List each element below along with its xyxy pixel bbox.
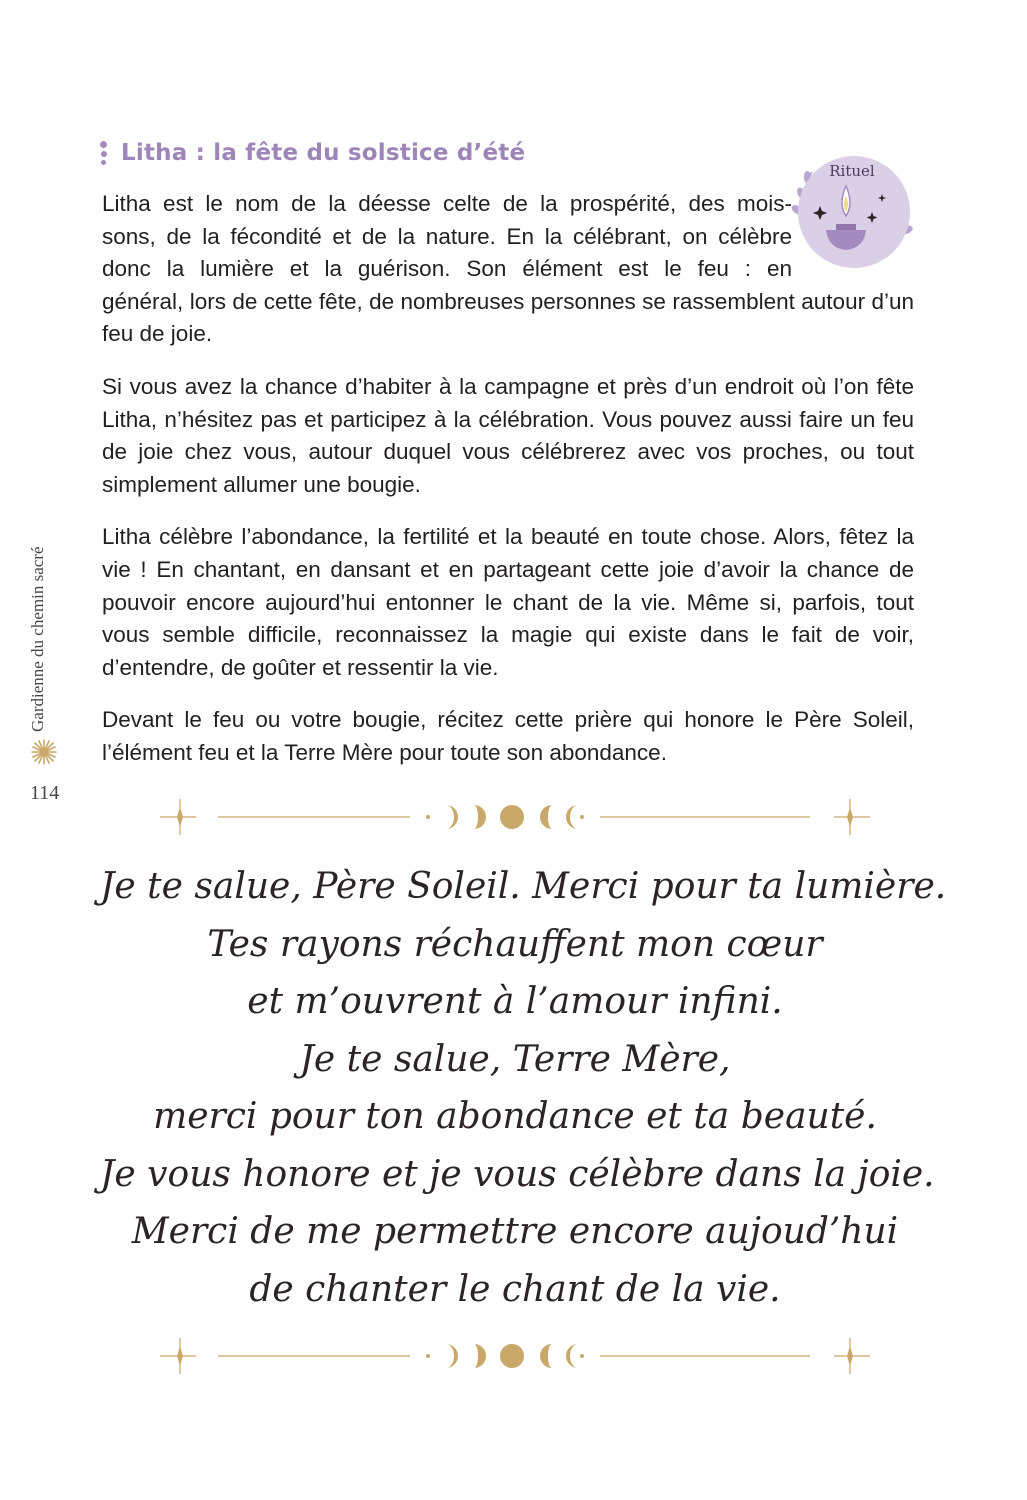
moon-phases-divider bbox=[160, 797, 870, 837]
prayer-line-7: Merci de me permettre encore aujoud’hui bbox=[131, 1211, 899, 1252]
prayer-line-4: Je te salue, Terre Mère, bbox=[299, 1038, 731, 1080]
paragraph-3: Litha célèbre l’abondance, la fertilité et la beauté en toute chose. Alors, fêtez la vie ! En chantant, en dansant et en partageant cette joie d’avoir la chance de pouvoir encore aujourd’hui entonner le chant de la vie. Même si, parfois, tout vous semble difficile, reconnaissez la magie qui existe dans le fait de voir, d’entendre, de goûter et ressentir la vie. bbox=[102, 524, 914, 680]
prayer-line-8: de chanter le chant de la vie. bbox=[249, 1268, 781, 1310]
running-book-title: Gardienne du chemin sacré bbox=[28, 546, 47, 732]
prayer-line-2: Tes rayons réchauffent mon cœur bbox=[207, 923, 823, 965]
paragraph-1-rest: général, lors de cette fête, de nombreuses personnes se rassemblent autour d’un feu de joie. bbox=[102, 288, 914, 347]
page-number: 114 bbox=[30, 782, 60, 804]
paragraph-2: Si vous avez la chance d’habiter à la campagne et près d’un endroit où l’on fête Litha, n’hésitez pas et participez à la célébration. Vous pouvez aussi faire un feu de joie chez vous, autour duquel vous célébrerez avec vos proches, ou tout simplement allumer une bougie. bbox=[102, 373, 914, 497]
paragraph-1 bbox=[102, 188, 914, 351]
section-heading bbox=[100, 140, 525, 166]
prayer-text bbox=[100, 858, 947, 1318]
article-body bbox=[102, 188, 914, 790]
paragraph-1-line-1: Litha est le nom de la déesse celte de la prospérité, des mois- bbox=[102, 191, 792, 216]
moon-phases-divider-bottom bbox=[160, 1336, 870, 1376]
prayer-line-3: et m’ouvrent à l’amour infini. bbox=[247, 981, 783, 1022]
badge-label: Rituel bbox=[829, 162, 875, 180]
paragraph-4: Devant le feu ou votre bougie, récitez cette prière qui honore le Père Soleil, l’élément feu et la Terre Mère pour toute son abondance. bbox=[102, 707, 914, 765]
prayer-line-5: merci pour ton abondance et ta beauté. bbox=[153, 1096, 877, 1137]
paragraph-1-line-2: sons, de la fécondité et de la nature. En la célébrant, on célèbre bbox=[102, 223, 792, 249]
paragraph-1-line-3: donc la lumière et la guérison. Son élément est le feu : en bbox=[102, 256, 792, 282]
prayer-line-6: Je vous honore et je vous célèbre dans la joie. bbox=[100, 1153, 935, 1195]
prayer-line-1: Je te salue, Père Soleil. Merci pour ta lumière. bbox=[100, 866, 947, 907]
section-title: Litha : la fête du solstice d’été bbox=[121, 140, 526, 166]
heading-bullet-icon bbox=[100, 141, 107, 165]
sun-star-icon bbox=[30, 738, 58, 766]
